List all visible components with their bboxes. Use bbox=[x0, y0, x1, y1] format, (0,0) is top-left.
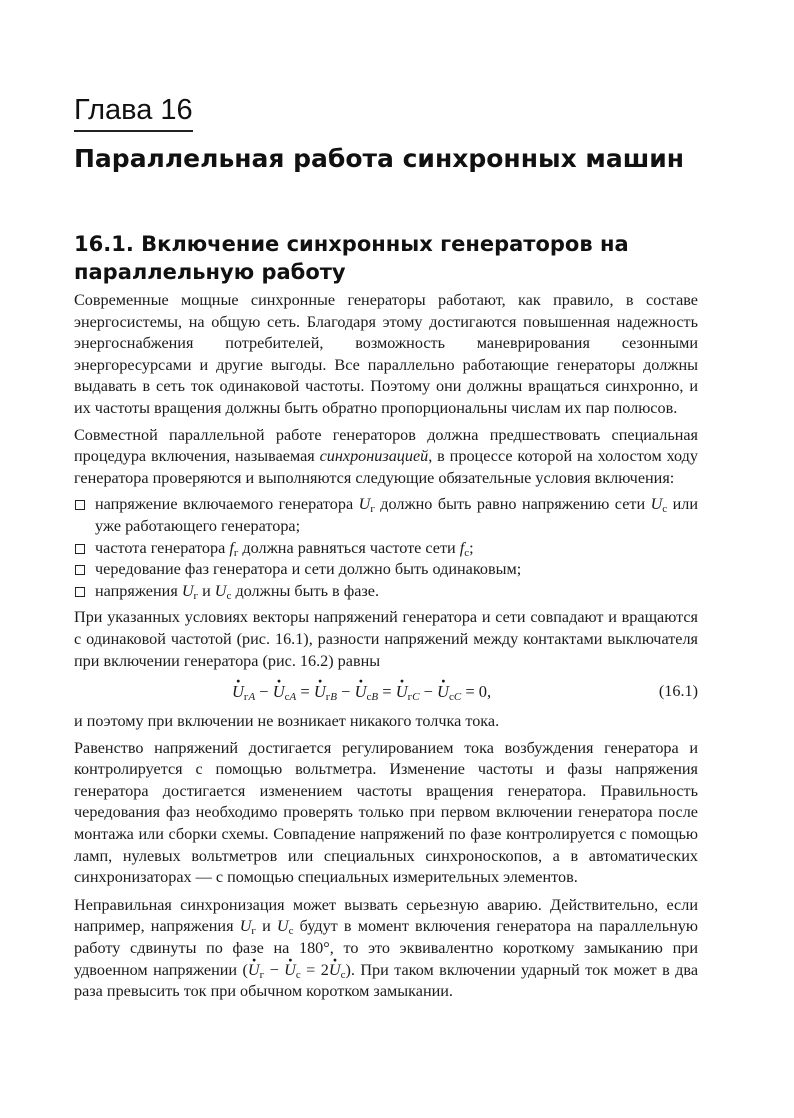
symbol-u-dot: · U bbox=[355, 681, 367, 703]
condition-text: чередование фаз генератора и сети должно быть одинаковым; bbox=[95, 560, 522, 579]
paragraph-faulty-sync bbox=[74, 895, 698, 1003]
checkbox-bullet-icon bbox=[75, 500, 85, 510]
condition-text: должны быть в фазе. bbox=[231, 581, 380, 600]
paragraph-synchronization bbox=[74, 425, 698, 490]
condition-text: напряжения bbox=[95, 581, 182, 600]
subscript: гA bbox=[243, 691, 256, 704]
equals-sign: = bbox=[378, 682, 396, 702]
term-synchronization: синхронизацией bbox=[319, 447, 429, 466]
checkbox-bullet-icon bbox=[75, 587, 85, 597]
symbol-u-dot: · U bbox=[284, 960, 296, 982]
symbol-u: U bbox=[214, 581, 227, 600]
condition-text: частота генератора bbox=[95, 538, 230, 557]
condition-text: должно быть равно напряжению сети bbox=[374, 495, 651, 514]
paragraph-no-surge: и поэтому при включении не возникает никакого толчка тока. bbox=[74, 712, 500, 731]
symbol-u-dot: · U bbox=[314, 681, 326, 703]
list-item bbox=[74, 581, 698, 603]
condition-text: или уже работающего генератора; bbox=[95, 495, 698, 535]
checkbox-bullet-icon bbox=[75, 565, 85, 575]
list-item bbox=[74, 559, 698, 581]
list-item bbox=[74, 494, 698, 537]
symbol-u-dot: · U bbox=[232, 681, 244, 703]
minus-sign: − bbox=[419, 682, 438, 702]
symbol-u: U bbox=[239, 917, 252, 936]
section-title: 16.1. Включение синхронных генераторов на параллельную работу bbox=[74, 232, 629, 284]
formula bbox=[232, 681, 491, 703]
subscript: г bbox=[233, 546, 239, 559]
body-text bbox=[74, 290, 698, 1008]
symbol-u-dot: · U bbox=[437, 681, 449, 703]
symbol-u: U bbox=[181, 581, 194, 600]
equals-sign: = 2 bbox=[300, 960, 329, 979]
subscript: г bbox=[193, 589, 199, 602]
minus-sign: − bbox=[255, 682, 273, 702]
minus-sign: − bbox=[264, 960, 285, 979]
subscript: с bbox=[295, 968, 301, 981]
subscript: гC bbox=[407, 691, 420, 704]
symbol-u-dot: · U bbox=[273, 681, 285, 703]
paragraph-synchronization-after: , в процессе которой на холостом ходу генератора проверяются и выполняются следующие обязательные условия включения: bbox=[74, 447, 699, 487]
subscript: г bbox=[251, 925, 256, 938]
subscript: с bbox=[662, 503, 668, 516]
condition-text: и bbox=[198, 581, 215, 600]
subscript: с bbox=[288, 925, 294, 938]
chapter-title: Параллельная работа синхронных машин bbox=[74, 144, 685, 173]
subscript: г bbox=[370, 503, 375, 516]
subscript: с bbox=[464, 546, 470, 559]
minus-sign: − bbox=[337, 682, 355, 702]
paragraph-vectors: При указанных условиях векторы напряжений генератора и сети совпадают и вращаются с одинаковой частотой (рис. 16.1), разности напряжений между контактами выключателя при включении генератора (рис. 16.2) равны bbox=[74, 608, 698, 670]
subscript: сC bbox=[448, 691, 462, 704]
paragraph-synchronization-before: Совместной параллельной работе генераторов должна предшествовать специальная процедура включения, называемая bbox=[74, 425, 698, 466]
subscript: с bbox=[340, 968, 346, 981]
list-item bbox=[74, 538, 698, 560]
symbol-f: f bbox=[459, 538, 465, 557]
equals-sign: = bbox=[461, 682, 479, 702]
paragraph-intro: Современные мощные синхронные генераторы работают, как правило, в составе энергосистемы, на общую сеть. Благодаря этому достигаются повышенная надежность энергоснабжения потребителей, возможность маневрирования сезонными энергоресурсами и другие выгоды. Все параллельно работающие генераторы должны выдавать в сеть ток одинаковой частоты. Поэтому они должны вращаться синхронно, и их частоты вращения должны быть обратно пропорциональны числам их пар полюсов. bbox=[74, 291, 698, 417]
symbol-u: U bbox=[358, 495, 371, 514]
subscript: сB bbox=[366, 691, 379, 704]
chapter-label: Глава 16 bbox=[74, 92, 193, 132]
equation-16-1 bbox=[74, 677, 698, 707]
text-run: и bbox=[255, 917, 277, 936]
text-run: будут в момент включения генератора на параллельную работу сдвинуты по фазе на 180°, то это эквивалентно короткому замыканию при удвоенном напряжении ( bbox=[74, 917, 698, 979]
text-run: ). При таком включении ударный ток может в два раза превысить ток при обычном коротком замыкании. bbox=[74, 960, 698, 1001]
symbol-u-dot: · U bbox=[396, 681, 408, 703]
symbol-u-dot: · U bbox=[329, 960, 341, 982]
formula-result: 0, bbox=[478, 682, 492, 702]
condition-text: напряжение включаемого генератора bbox=[95, 495, 359, 514]
subscript: сA bbox=[284, 691, 297, 704]
symbol-u-dot: · U bbox=[248, 960, 260, 982]
checkbox-bullet-icon bbox=[75, 544, 85, 554]
symbol-u: U bbox=[650, 495, 663, 514]
equation-number: (16.1) bbox=[658, 682, 698, 701]
conditions-list bbox=[74, 494, 698, 602]
condition-text: должна равняться частоте сети bbox=[238, 538, 460, 557]
condition-text: ; bbox=[469, 538, 474, 557]
symbol-f: f bbox=[229, 538, 234, 557]
subscript: гB bbox=[325, 691, 338, 704]
subscript: с bbox=[226, 589, 232, 602]
subscript: г bbox=[259, 968, 265, 981]
equals-sign: = bbox=[296, 682, 314, 702]
paragraph-regulation: Равенство напряжений достигается регулированием тока возбуждения генератора и контролируется с помощью вольтметра. Изменение частоты и фазы напряжения генератора достигается изменением частоты вращения генератора. Правильность чередования фаз необходимо проверять только при первом включении генератора после монтажа или сборки схемы. Совпадение напряжений по фазе контролируется с помощью ламп, нулевых вольтметров или специальных синхроноскопов, а в автоматических синхронизаторах — с помощью специальных измерительных элементов. bbox=[74, 738, 698, 887]
symbol-u: U bbox=[276, 917, 289, 936]
text-run: Неправильная синхронизация может вызвать серьезную аварию. Действительно, если например, напряжения bbox=[74, 895, 698, 936]
